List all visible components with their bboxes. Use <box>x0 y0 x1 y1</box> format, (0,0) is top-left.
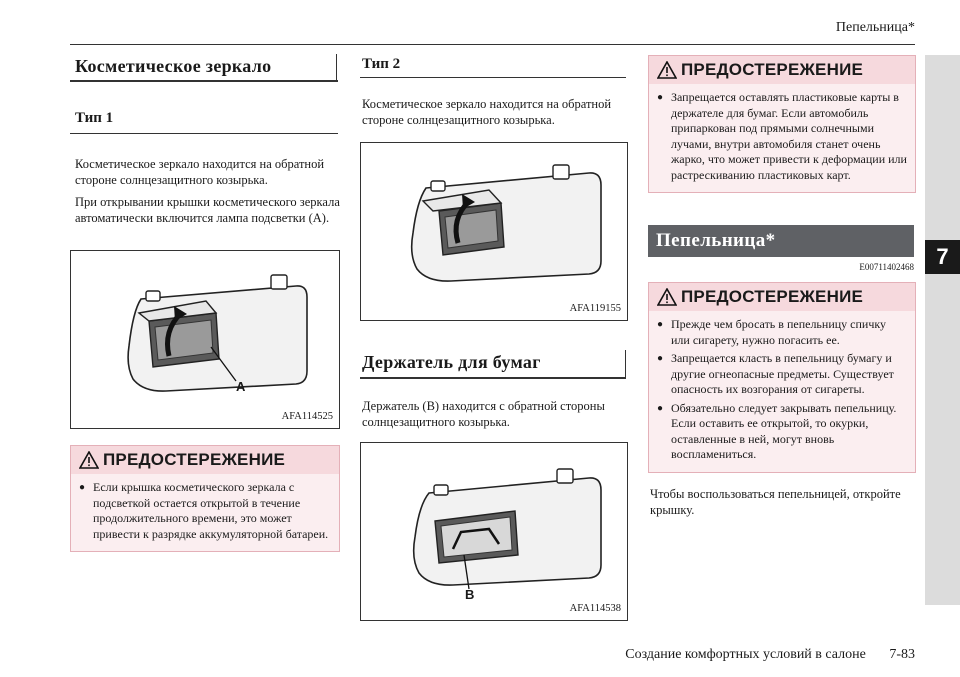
warning-header <box>649 283 915 311</box>
paper-holder-text: Держатель (B) находится с обратной стороны солнцезащитного козырька. <box>362 399 605 429</box>
heading-bracket <box>625 350 626 378</box>
section-heading-ashtray: Пепельница* <box>648 225 914 257</box>
warning-item: ● Обязательно следует закрывать пепельницу. Если оставить ее открытой, то окурки, оставленные в ней, могут вновь воспламениться. <box>657 400 897 461</box>
warning-item: ● Прежде чем бросать в пепельницу спичку или сигарету, нужно погасить ее. <box>657 317 887 347</box>
warning-item: ● Запрещается оставлять пластиковые карты в держателе для бумаг. Если автомобиль припаркован под прямыми солнечными лучами, внутри автомобиля станет очень жарко, что может привести к деформации или растрескиванию пластиковых карт. <box>657 90 907 182</box>
warning-title: ПРЕДОСТЕРЕЖЕНИЕ <box>681 287 864 306</box>
warning-body <box>649 84 915 192</box>
heading-underline <box>70 80 338 82</box>
warning-triangle-icon <box>657 288 677 306</box>
section-heading-mirror: Косметическое зеркало <box>75 56 272 76</box>
type1-rule <box>70 133 338 134</box>
sun-visor-illustration <box>361 143 627 320</box>
type1-text <box>75 156 340 232</box>
warning-triangle-icon <box>657 61 677 79</box>
page-number: 7-83 <box>889 647 915 662</box>
warning-body <box>649 311 915 472</box>
heading-bracket <box>336 54 337 81</box>
warning-title: ПРЕДОСТЕРЕЖЕНИЕ <box>103 450 286 469</box>
section-heading-paper-holder: Держатель для бумаг <box>362 352 541 372</box>
type2-title: Тип 2 <box>362 56 401 72</box>
type2-text: Косметическое зеркало находится на обратной стороне солнцезащитного козырька. <box>362 97 612 127</box>
figure-paper-holder <box>360 442 628 621</box>
figure-code: AFA119155 <box>569 303 621 314</box>
warning-item: ● Запрещается класть в пепельницу бумагу и другие огнеопасные предметы. Существует опасность их возгорания от сигареты. <box>657 351 894 396</box>
figure-code: AFA114525 <box>281 411 333 422</box>
warning-item: ● Если крышка косметического зеркала с подсветкой остается открытой в течение продолжительного времени, это может привести к разрядке аккумуляторной батареи. <box>79 480 329 541</box>
warning-title: ПРЕДОСТЕРЕЖЕНИЕ <box>681 60 864 79</box>
warning-triangle-icon <box>79 451 99 469</box>
running-title: Пепельница* <box>835 20 915 35</box>
figure-mirror-type2 <box>360 142 628 321</box>
figure-code: AFA114538 <box>569 603 621 614</box>
warning-box-paper-holder <box>648 55 916 193</box>
header-rule <box>70 44 915 45</box>
paragraph: При открывании крышки косметического зеркала автоматически включится лампа подсветки (А). <box>75 195 340 225</box>
ashtray-text: Чтобы воспользоваться пепельницей, откройте крышку. <box>650 487 901 517</box>
document-code: E00711402468 <box>859 262 914 272</box>
chapter-number[interactable]: 7 <box>925 240 960 274</box>
callout-label-b: B <box>465 587 475 602</box>
warning-header <box>71 446 339 474</box>
warning-box-ashtray <box>648 282 916 473</box>
figure-mirror-type1 <box>70 250 340 429</box>
sun-visor-illustration <box>71 251 339 428</box>
warning-header <box>649 56 915 84</box>
chapter-tab-strip <box>925 55 960 605</box>
type2-rule <box>360 77 626 78</box>
type1-title: Тип 1 <box>75 110 114 126</box>
callout-label-a: A <box>236 379 246 394</box>
warning-body <box>71 474 339 551</box>
page-footer <box>605 647 915 663</box>
warning-box-mirror <box>70 445 340 552</box>
footer-section: Создание комфортных условий в салоне <box>625 647 866 662</box>
sun-visor-illustration <box>361 443 627 620</box>
heading-underline <box>360 377 626 379</box>
paragraph: Косметическое зеркало находится на обратной стороне солнцезащитного козырька. <box>75 157 325 187</box>
